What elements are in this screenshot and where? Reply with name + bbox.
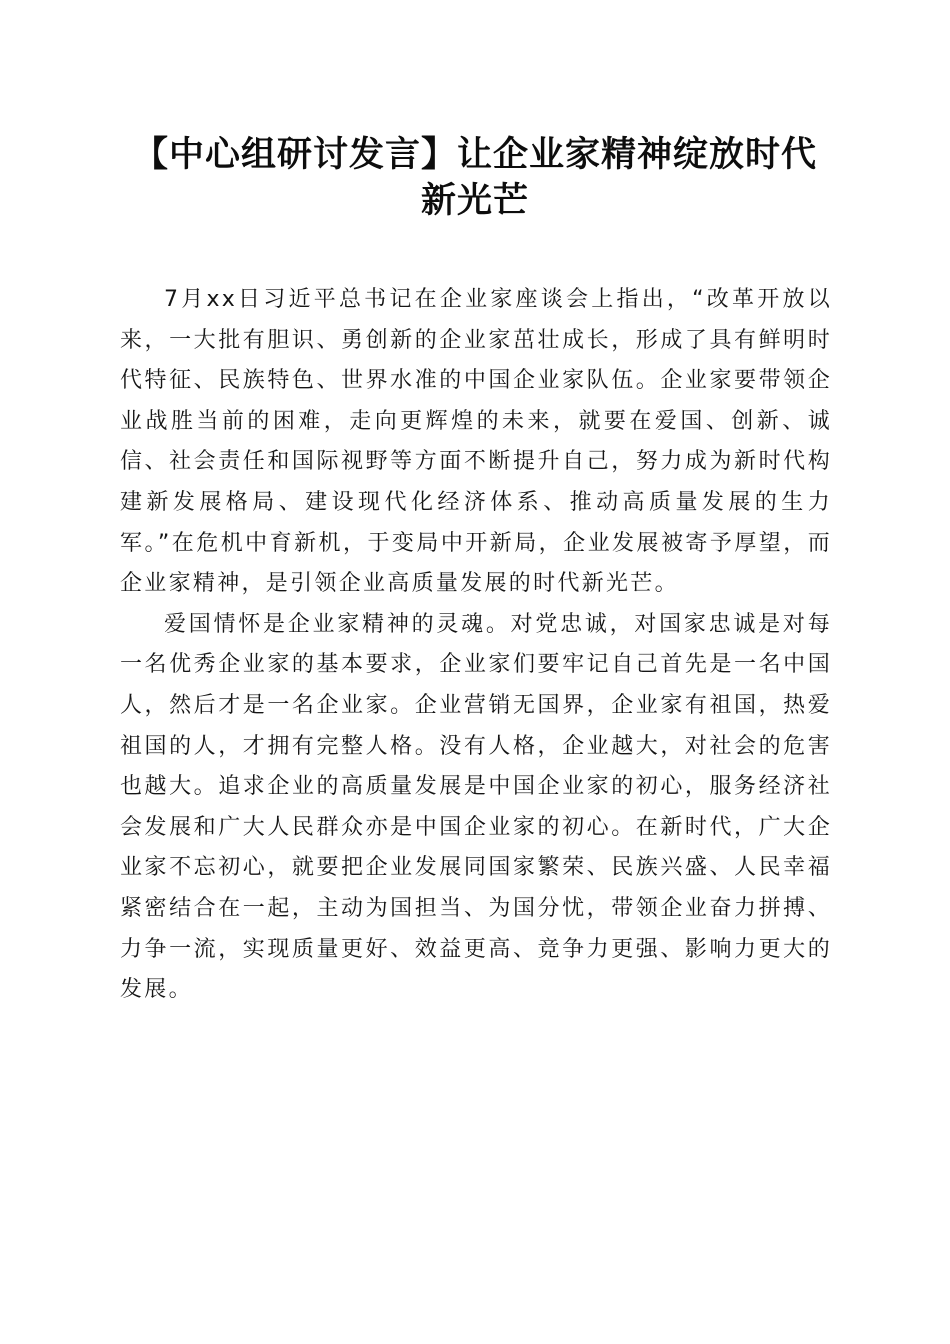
paragraph-patriotism: 爱国情怀是企业家精神的灵魂。对党忠诚，对国家忠诚是对每一名优秀企业家的基本要求，企业家们要牢记自己首先是一名中国人，然后才是一名企业家。企业营销无国界，企业家有祖国，热爱祖国的人，才拥有完整人格。没有人格，企业越大，对社会的危害也越大。追求企业的高质量发展是中国企业家的初心，服务经济社会发展和广大人民群众亦是中国企业家的初心。在新时代，广大企业家不忘初心，就要把企业发展同国家繁荣、民族兴盛、人民幸福紧密结合在一起，主动为国担当、为国分忧，带领企业奋力拼搏、力争一流，实现质量更好、效益更高、竞争力更强、影响力更大的发展。 (120, 611, 832, 1003)
paragraph-intro: 7月xx日习近平总书记在企业家座谈会上指出，“改革开放以来，一大批有胆识、勇创新的企业家茁壮成长，形成了具有鲜明时代特征、民族特色、世界水准的中国企业家队伍。企业家要带领企业战胜当前的困难，走向更辉煌的未来，就要在爱国、创新、诚信、社会责任和国际视野等方面不断提升自己，努力成为新时代构建新发展格局、建设现代化经济体系、推动高质量发展的生力军。”在危机中育新机，于变局中开新局，企业发展被寄予厚望，而企业家精神，是引领企业高质量发展的时代新光芒。 (120, 287, 832, 597)
document-title: 【中心组研讨发言】让企业家精神绽放时代新光芒 (132, 134, 817, 221)
document-body (120, 280, 832, 1011)
